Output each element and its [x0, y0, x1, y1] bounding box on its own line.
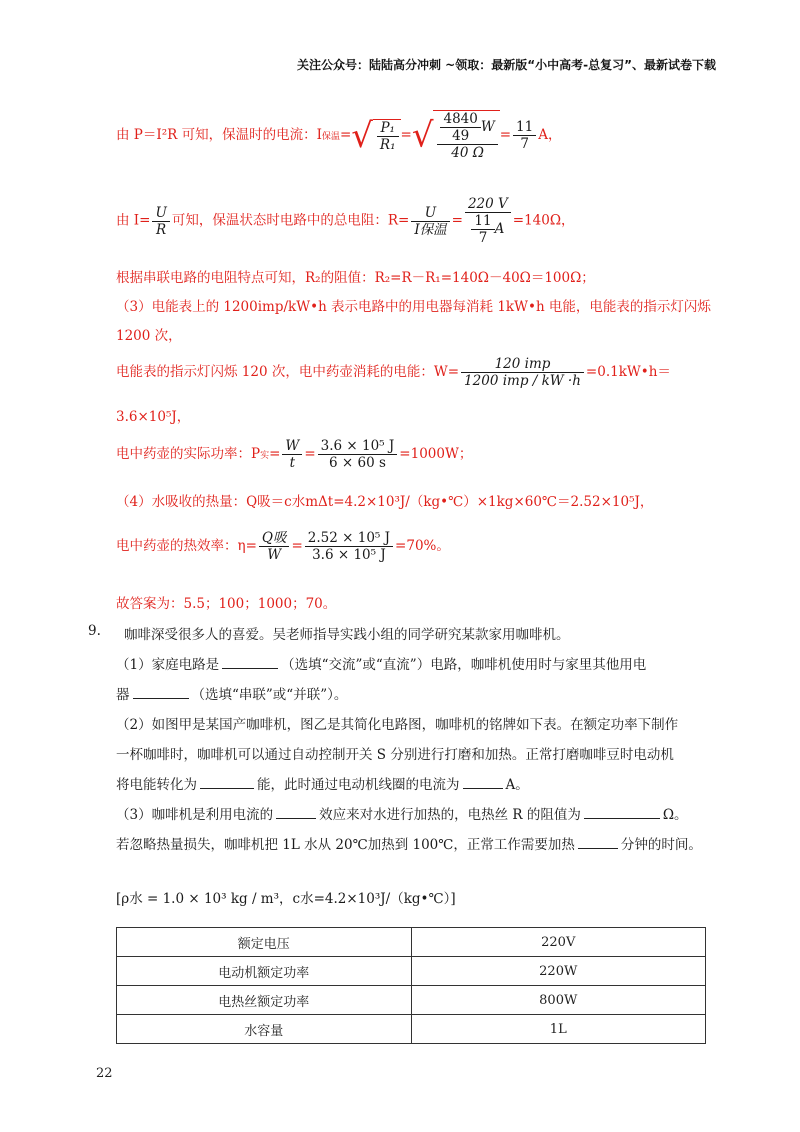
- line1-eq2: =: [499, 127, 512, 143]
- line6-num: 120 imp: [461, 356, 584, 373]
- line1-prefix: 由 P＝I²R 可知，保温时的电流：I: [116, 127, 322, 143]
- p3a-post: Ω。: [662, 807, 688, 823]
- solution-line-current: 由 P＝I²R 可知，保温时的电流：I保温=√ $\frac{\text{P₁}}{\text{R₁}}$ =√ $\frac{4840}{49}$ W 40 Ω = $\frac{11}{7}$ A，: [116, 111, 562, 161]
- line1-sub: 保温: [321, 132, 340, 142]
- question-part2b: 一杯咖啡时，咖啡机可以通过自动控制开关 S 分别进行打磨和加热。正常打磨咖啡豆时电动机: [116, 747, 674, 763]
- p3b-post: 分钟的时间。: [620, 837, 702, 853]
- question-part2c: [116, 773, 529, 793]
- table-row: [117, 957, 706, 986]
- solution-answer: 故答案为：5.5；100；1000；70。: [116, 596, 337, 612]
- line2-eq2: =: [451, 212, 463, 229]
- table-cell-value: 220W: [411, 957, 706, 986]
- spec-table: [116, 927, 706, 1044]
- table-cell-value: 800W: [411, 986, 706, 1015]
- line2-prefix: 由 I=: [116, 212, 151, 229]
- answer-blank-5[interactable]: [276, 804, 316, 819]
- sqrt-1: √ $\frac{\text{P₁}}{\text{R₁}}$: [351, 116, 400, 156]
- line2-f3-den-unit: A: [494, 221, 505, 237]
- line1-frac1-den: R₁: [379, 136, 396, 153]
- p1b-post: （选填“串联”或“并联”）。: [191, 687, 348, 703]
- line10-suffix: =70%。: [395, 538, 450, 554]
- table-cell-label: 水容量: [117, 1015, 412, 1044]
- line2-f2-den: I保温: [414, 221, 447, 238]
- p2c-mid: 能，此时通过电动机线圈的电流为: [257, 777, 460, 793]
- line1-frac2-den: 7: [520, 136, 529, 152]
- line1-suffix: A，: [538, 127, 562, 143]
- line6-prefix: 电能表的指示灯闪烁 120 次，电中药壶消耗的电能：W=: [116, 364, 460, 380]
- solution-line-power: [116, 438, 472, 471]
- line2-f3-den-bot: 7: [478, 230, 488, 246]
- line2-f3-den-top: 11: [471, 213, 494, 230]
- table-row: [117, 1015, 706, 1044]
- sqrt-2: √ $\frac{4840}{49}$ W 40 Ω: [412, 110, 500, 161]
- line8-f1-num: W: [282, 438, 302, 455]
- line10-f1-num: Q吸: [259, 530, 290, 547]
- line8-f2-num: 3.6 × 10⁵ J: [318, 438, 398, 455]
- line2-f1-num: U: [152, 205, 169, 222]
- line8-eq2: =: [304, 446, 316, 462]
- table-cell-value: 1L: [411, 1015, 706, 1044]
- question-part3b: [116, 833, 702, 853]
- line2-f2-num: U: [411, 205, 449, 222]
- table-row: [117, 928, 706, 957]
- solution-line-meter: （3）电能表上的 1200imp/kW•h 表示电路中的用电器每消耗 1kW•h 电能，电能表的指示灯闪烁: [116, 299, 711, 315]
- line10-f1-den: W: [267, 547, 282, 563]
- line2-f3-num: 220 V: [465, 196, 511, 213]
- table-row: [117, 986, 706, 1015]
- table-cell-label: 电热丝额定功率: [117, 986, 412, 1015]
- solution-line-r2: 根据串联电路的电阻特点可知，R₂的阻值：R₂=R－R₁=140Ω－40Ω＝100Ω；: [116, 270, 595, 286]
- line2-suffix: =140Ω，: [512, 212, 575, 229]
- line8-f2-den: 6 × 60 s: [329, 455, 386, 471]
- question-constants: [ρ水 = 1.0 × 10³ kg / m³，c水=4.2×10³J/（kg•℃）]: [116, 891, 456, 907]
- line8-f1-den: t: [289, 455, 296, 471]
- line8-eq: =: [269, 446, 281, 462]
- line10-eq: =: [291, 538, 303, 554]
- answer-blank-4[interactable]: [463, 774, 503, 789]
- line1-inner-w: W: [480, 119, 495, 135]
- answer-blank-6[interactable]: [584, 804, 660, 819]
- table-cell-label: 额定电压: [117, 928, 412, 957]
- p3a-mid: 效应来对水进行加热的，电热丝 R 的阻值为: [319, 807, 581, 823]
- line8-sub: 实: [260, 451, 270, 461]
- p1b-pre: 器: [116, 687, 130, 703]
- p3b-pre: 若忽略热量损失，咖啡机把 1L 水从 20℃加热到 100℃，正常工作需要加热: [116, 837, 575, 853]
- p3a-pre: （3）咖啡机是利用电流的: [116, 807, 274, 823]
- answer-blank-3[interactable]: [200, 774, 254, 789]
- solution-line-energy-value: 3.6×10⁵J，: [116, 409, 191, 425]
- line10-prefix: 电中药壶的热效率：η=: [116, 538, 257, 554]
- line1-eq: =: [339, 127, 352, 143]
- solution-line-heat: （4）水吸收的热量：Q吸＝c水mΔt=4.2×10³J/（kg•℃）×1kg×60℃＝2.52×10⁵J，: [116, 494, 654, 510]
- question-stem: 咖啡深受很多人的喜爱。吴老师指导实践小组的同学研究某款家用咖啡机。: [124, 627, 570, 643]
- line2-mid: 可知，保温状态时电路中的总电阻：R: [171, 212, 398, 229]
- solution-line-flash: 1200 次，: [116, 328, 182, 344]
- page-header: 关注公众号：陆陆高分冲刺 ~领取：最新版“小中高考-总复习”、最新试卷下载: [297, 58, 716, 72]
- line6-suffix: =0.1kW•h＝: [585, 364, 671, 380]
- answer-blank-2[interactable]: [133, 684, 189, 699]
- line10-f2-den: 3.6 × 10⁵ J: [312, 547, 386, 563]
- answer-blank-7[interactable]: [578, 834, 618, 849]
- question-number: 9.: [88, 623, 101, 639]
- line2-eq: =: [398, 212, 410, 229]
- solution-line-efficiency: [116, 530, 450, 563]
- question-part1a: [116, 653, 646, 673]
- table-cell-label: 电动机额定功率: [117, 957, 412, 986]
- line8-prefix: 电中药壶的实际功率：P: [116, 446, 261, 462]
- answer-blank-1[interactable]: [222, 654, 278, 669]
- p1a-pre: （1）家庭电路是: [116, 657, 220, 673]
- line1-frac1-num: P₁: [377, 120, 399, 137]
- table-cell-value: 220V: [411, 928, 706, 957]
- p2c-post: A。: [505, 777, 529, 793]
- line1-inner-bot: 49: [452, 128, 470, 144]
- line1-inner-top: 4840: [440, 111, 480, 128]
- line1-frac2-num: 11: [513, 119, 536, 136]
- line10-f2-num: 2.52 × 10⁵ J: [305, 530, 393, 547]
- question-part1b: [116, 683, 347, 703]
- question-part3a: [116, 803, 688, 823]
- line1-inner-den: 40 Ω: [451, 145, 484, 161]
- line8-suffix: =1000W；: [399, 446, 473, 462]
- page-number: 22: [96, 1066, 113, 1081]
- solution-line-resistance: [116, 196, 575, 246]
- line6-den: 1200 imp / kW ·h: [464, 373, 581, 389]
- solution-line-energy: [116, 356, 671, 389]
- line2-f1-den: R: [156, 221, 167, 238]
- question-part2a: （2）如图甲是某国产咖啡机，图乙是其简化电路图，咖啡机的铭牌如下表。在额定功率下制作: [116, 717, 679, 733]
- p1a-post: （选填“交流”或“直流”）电路，咖啡机使用时与家里其他用电: [281, 657, 647, 673]
- p2c-pre: 将电能转化为: [116, 777, 197, 793]
